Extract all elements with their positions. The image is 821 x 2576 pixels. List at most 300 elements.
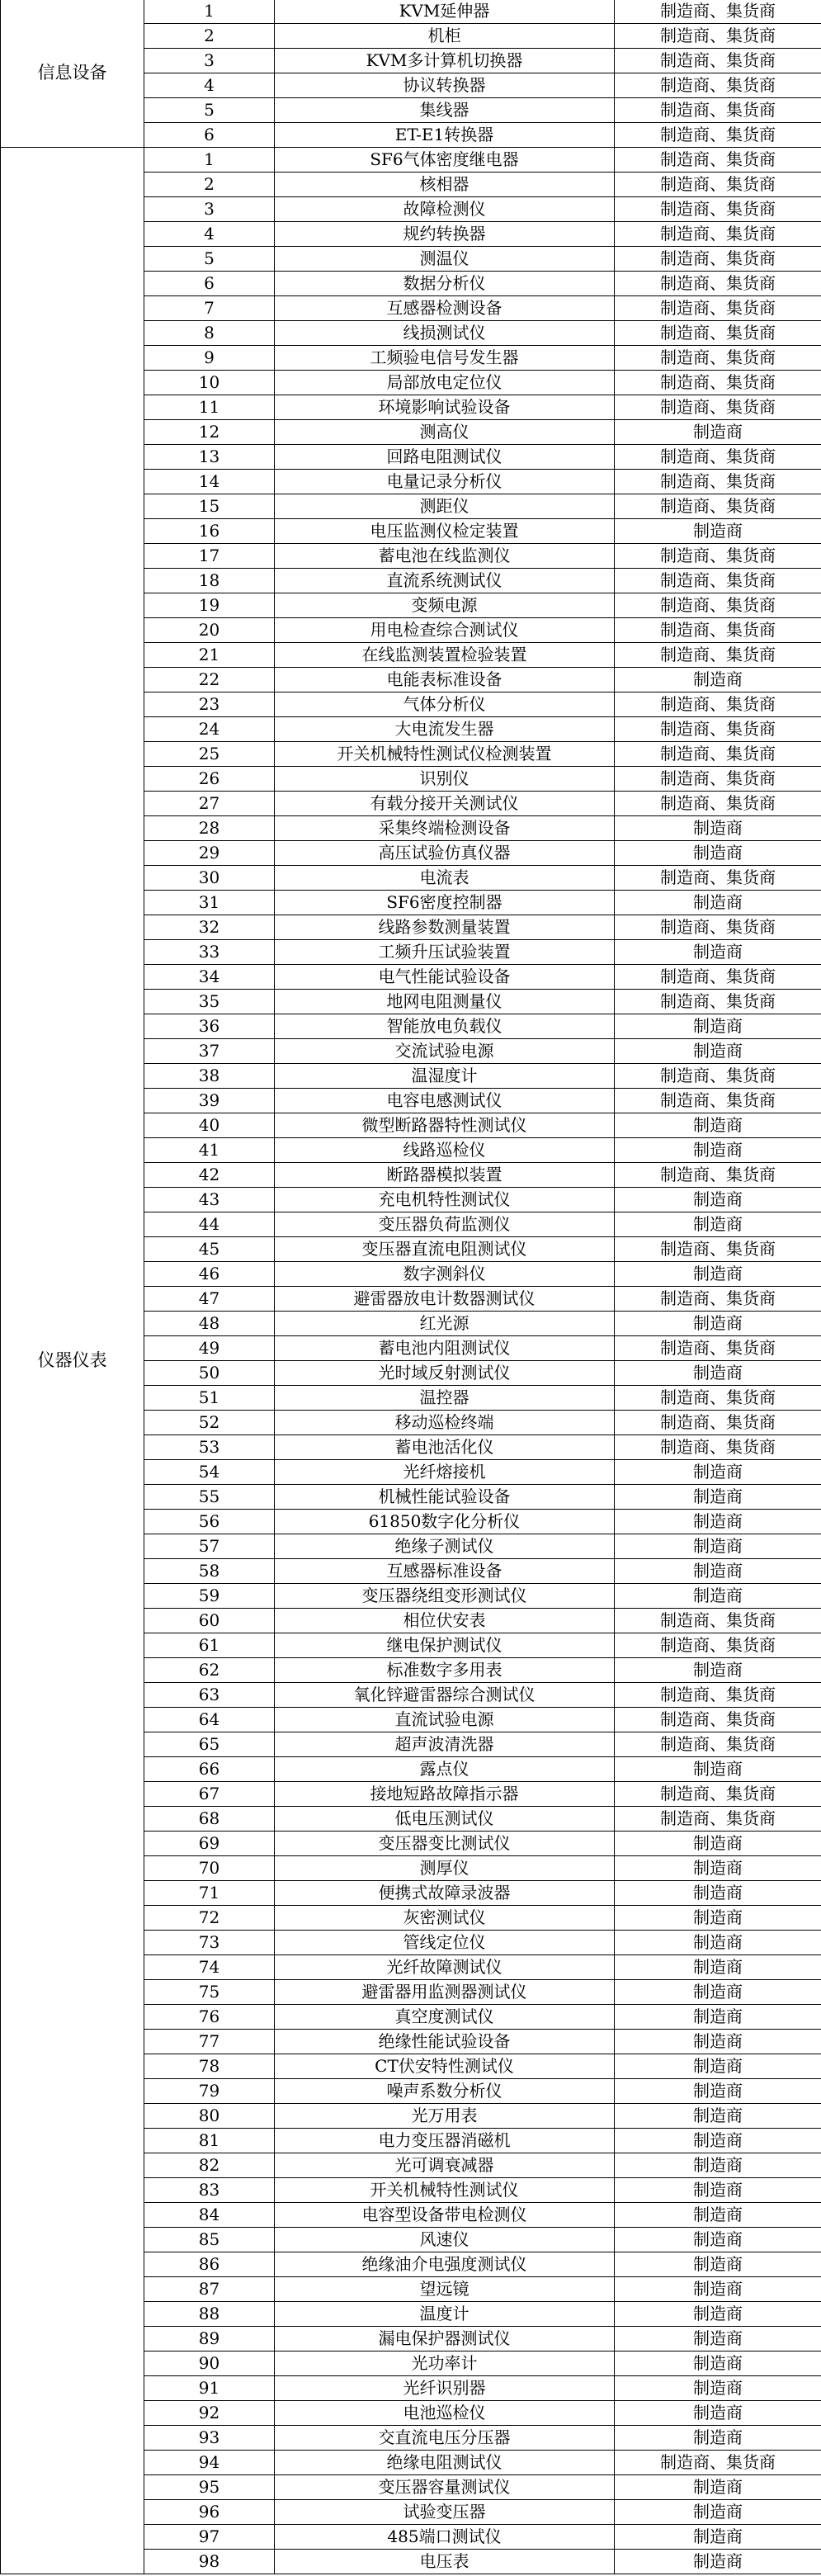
supplier-type-cell: 制造商、集货商 — [615, 1807, 821, 1832]
product-name-cell: 气体分析仪 — [275, 692, 615, 717]
supplier-type-cell: 制造商 — [615, 2351, 821, 2376]
supplier-type-cell: 制造商 — [615, 816, 821, 841]
product-name-cell: 电容型设备带电检测仪 — [275, 2203, 615, 2228]
supplier-type-cell: 制造商 — [615, 1534, 821, 1559]
index-cell: 96 — [144, 2500, 275, 2525]
product-name-cell: 光纤故障测试仪 — [275, 1955, 615, 1980]
index-cell: 7 — [144, 296, 275, 321]
index-cell: 52 — [144, 1411, 275, 1435]
product-name-cell: 直流试验电源 — [275, 1708, 615, 1732]
supplier-type-cell: 制造商 — [615, 1188, 821, 1212]
product-name-cell: 电容电感测试仪 — [275, 1089, 615, 1113]
table-row — [1, 0, 821, 24]
index-cell: 76 — [144, 2005, 275, 2030]
product-name-cell: 绝缘性能试验设备 — [275, 2030, 615, 2054]
supplier-type-cell: 制造商、集货商 — [615, 49, 821, 73]
product-name-cell: 望远镜 — [275, 2277, 615, 2302]
index-cell: 53 — [144, 1435, 275, 1460]
supplier-type-cell: 制造商、集货商 — [615, 866, 821, 891]
supplier-type-cell: 制造商 — [615, 1510, 821, 1534]
supplier-type-cell: 制造商、集货商 — [615, 1064, 821, 1089]
supplier-type-cell: 制造商、集货商 — [615, 148, 821, 173]
product-name-cell: 蓄电池活化仪 — [275, 1435, 615, 1460]
product-name-cell: 温度计 — [275, 2302, 615, 2327]
table-body — [1, 0, 821, 2574]
product-name-cell: SF6气体密度继电器 — [275, 148, 615, 173]
index-cell: 5 — [144, 98, 275, 123]
index-cell: 90 — [144, 2351, 275, 2376]
index-cell: 42 — [144, 1163, 275, 1188]
product-name-cell: 开关机械特性测试仪 — [275, 2178, 615, 2203]
product-name-cell: 露点仪 — [275, 1757, 615, 1782]
product-name-cell: 智能放电负载仪 — [275, 1014, 615, 1039]
supplier-type-cell: 制造商 — [615, 1138, 821, 1163]
index-cell: 84 — [144, 2203, 275, 2228]
supplier-type-cell: 制造商、集货商 — [615, 445, 821, 470]
supplier-type-cell: 制造商、集货商 — [615, 742, 821, 767]
index-cell: 24 — [144, 717, 275, 742]
supplier-type-cell: 制造商 — [615, 2252, 821, 2277]
product-name-cell: 漏电保护器测试仪 — [275, 2327, 615, 2351]
product-name-cell: 变压器负荷监测仪 — [275, 1212, 615, 1237]
index-cell: 22 — [144, 668, 275, 692]
product-name-cell: 避雷器放电计数器测试仪 — [275, 1287, 615, 1312]
product-name-cell: 测距仪 — [275, 494, 615, 519]
index-cell: 20 — [144, 618, 275, 643]
index-cell: 48 — [144, 1312, 275, 1336]
product-name-cell: 光纤识别器 — [275, 2376, 615, 2401]
supplier-type-cell: 制造商 — [615, 2030, 821, 2054]
index-cell: 60 — [144, 1609, 275, 1633]
supplier-type-cell: 制造商、集货商 — [615, 1633, 821, 1658]
product-name-cell: 灰密测试仪 — [275, 1906, 615, 1931]
index-cell: 55 — [144, 1485, 275, 1510]
product-name-cell: 开关机械特性测试仪检测装置 — [275, 742, 615, 767]
supplier-type-cell: 制造商、集货商 — [615, 1287, 821, 1312]
product-name-cell: 高压试验仿真仪器 — [275, 841, 615, 866]
product-name-cell: 有载分接开关测试仪 — [275, 792, 615, 816]
product-name-cell: KVM延伸器 — [275, 0, 615, 24]
index-cell: 11 — [144, 395, 275, 420]
product-name-cell: SF6密度控制器 — [275, 891, 615, 915]
supplier-type-cell: 制造商 — [615, 1559, 821, 1584]
product-name-cell: 蓄电池在线监测仪 — [275, 544, 615, 569]
supplier-type-cell: 制造商、集货商 — [615, 618, 821, 643]
supplier-type-cell: 制造商、集货商 — [615, 24, 821, 49]
supplier-type-cell: 制造商、集货商 — [615, 1683, 821, 1708]
supplier-type-cell: 制造商、集货商 — [615, 990, 821, 1014]
index-cell: 19 — [144, 593, 275, 618]
index-cell: 62 — [144, 1658, 275, 1683]
product-name-cell: 试验变压器 — [275, 2500, 615, 2525]
product-name-cell: 直流系统测试仪 — [275, 569, 615, 593]
supplier-type-cell: 制造商 — [615, 1658, 821, 1683]
supplier-type-cell: 制造商、集货商 — [615, 569, 821, 593]
supplier-type-cell: 制造商、集货商 — [615, 692, 821, 717]
supplier-type-cell: 制造商 — [615, 1262, 821, 1287]
product-name-cell: 环境影响试验设备 — [275, 395, 615, 420]
supplier-type-cell: 制造商、集货商 — [615, 593, 821, 618]
supplier-type-cell: 制造商 — [615, 2550, 821, 2574]
supplier-type-cell: 制造商 — [615, 1014, 821, 1039]
product-name-cell: 互感器标准设备 — [275, 1559, 615, 1584]
product-name-cell: 线路参数测量装置 — [275, 915, 615, 940]
supplier-type-cell: 制造商 — [615, 841, 821, 866]
supplier-type-cell: 制造商、集货商 — [615, 247, 821, 272]
index-cell: 16 — [144, 519, 275, 544]
product-name-cell: 温湿度计 — [275, 1064, 615, 1089]
product-name-cell: 光可调衰减器 — [275, 2153, 615, 2178]
supplier-type-cell: 制造商 — [615, 1584, 821, 1609]
index-cell: 81 — [144, 2129, 275, 2153]
index-cell: 31 — [144, 891, 275, 915]
index-cell: 50 — [144, 1361, 275, 1386]
index-cell: 37 — [144, 1039, 275, 1064]
product-name-cell: 61850数字化分析仪 — [275, 1510, 615, 1534]
supplier-type-cell: 制造商、集货商 — [615, 1336, 821, 1361]
product-name-cell: 氧化锌避雷器综合测试仪 — [275, 1683, 615, 1708]
product-name-cell: 真空度测试仪 — [275, 2005, 615, 2030]
product-name-cell: 接地短路故障指示器 — [275, 1782, 615, 1807]
product-name-cell: 风速仪 — [275, 2228, 615, 2252]
supplier-type-cell: 制造商、集货商 — [615, 173, 821, 197]
supplier-type-cell: 制造商、集货商 — [615, 1386, 821, 1411]
product-name-cell: 电压监测仪检定装置 — [275, 519, 615, 544]
product-name-cell: 识别仪 — [275, 767, 615, 792]
supplier-type-cell: 制造商 — [615, 420, 821, 445]
index-cell: 83 — [144, 2178, 275, 2203]
product-name-cell: 用电检查综合测试仪 — [275, 618, 615, 643]
index-cell: 35 — [144, 990, 275, 1014]
supplier-type-cell: 制造商、集货商 — [615, 1163, 821, 1188]
supplier-type-cell: 制造商 — [615, 2475, 821, 2500]
supplier-type-cell: 制造商 — [615, 1460, 821, 1485]
product-name-cell: 绝缘子测试仪 — [275, 1534, 615, 1559]
index-cell: 66 — [144, 1757, 275, 1782]
supplier-type-cell: 制造商 — [615, 2277, 821, 2302]
supplier-type-cell: 制造商 — [615, 2376, 821, 2401]
product-name-cell: 温控器 — [275, 1386, 615, 1411]
index-cell: 71 — [144, 1881, 275, 1906]
supplier-type-cell: 制造商、集货商 — [615, 98, 821, 123]
index-cell: 6 — [144, 123, 275, 148]
product-name-cell: CT伏安特性测试仪 — [275, 2054, 615, 2079]
product-name-cell: 规约转换器 — [275, 222, 615, 247]
supplier-type-cell: 制造商、集货商 — [615, 2451, 821, 2475]
index-cell: 75 — [144, 1980, 275, 2005]
index-cell: 98 — [144, 2550, 275, 2574]
supplier-type-cell: 制造商、集货商 — [615, 1435, 821, 1460]
product-name-cell: 485端口测试仪 — [275, 2525, 615, 2550]
index-cell: 4 — [144, 73, 275, 98]
supplier-type-cell: 制造商、集货商 — [615, 470, 821, 494]
supplier-type-cell: 制造商、集货商 — [615, 1089, 821, 1113]
supplier-type-cell: 制造商、集货商 — [615, 321, 821, 346]
supplier-type-cell: 制造商 — [615, 2104, 821, 2129]
supplier-type-cell: 制造商、集货商 — [615, 767, 821, 792]
product-name-cell: 光万用表 — [275, 2104, 615, 2129]
index-cell: 13 — [144, 445, 275, 470]
product-name-cell: 蓄电池内阻测试仪 — [275, 1336, 615, 1361]
index-cell: 2 — [144, 173, 275, 197]
product-name-cell: 光功率计 — [275, 2351, 615, 2376]
supplier-type-cell: 制造商 — [615, 519, 821, 544]
index-cell: 4 — [144, 222, 275, 247]
product-name-cell: 地网电阻测量仪 — [275, 990, 615, 1014]
index-cell: 67 — [144, 1782, 275, 1807]
index-cell: 80 — [144, 2104, 275, 2129]
supplier-type-cell: 制造商 — [615, 1980, 821, 2005]
index-cell: 21 — [144, 643, 275, 668]
supplier-type-cell: 制造商、集货商 — [615, 222, 821, 247]
product-name-cell: 绝缘油介电强度测试仪 — [275, 2252, 615, 2277]
index-cell: 41 — [144, 1138, 275, 1163]
index-cell: 68 — [144, 1807, 275, 1832]
index-cell: 61 — [144, 1633, 275, 1658]
index-cell: 34 — [144, 965, 275, 990]
supplier-type-cell: 制造商 — [615, 2129, 821, 2153]
product-name-cell: 线路巡检仪 — [275, 1138, 615, 1163]
supplier-type-cell: 制造商、集货商 — [615, 915, 821, 940]
supplier-type-cell: 制造商、集货商 — [615, 346, 821, 371]
product-name-cell: 超声波清洗器 — [275, 1732, 615, 1757]
product-name-cell: 管线定位仪 — [275, 1931, 615, 1955]
index-cell: 26 — [144, 767, 275, 792]
product-name-cell: 交直流电压分压器 — [275, 2426, 615, 2451]
supplier-type-cell: 制造商 — [615, 1485, 821, 1510]
supplier-type-cell: 制造商、集货商 — [615, 371, 821, 395]
product-name-cell: 光纤熔接机 — [275, 1460, 615, 1485]
product-name-cell: 采集终端检测设备 — [275, 816, 615, 841]
supplier-type-cell: 制造商、集货商 — [615, 494, 821, 519]
supplier-type-cell: 制造商、集货商 — [615, 544, 821, 569]
supplier-type-cell: 制造商 — [615, 2054, 821, 2079]
supplier-type-cell: 制造商 — [615, 1906, 821, 1931]
product-name-cell: 变频电源 — [275, 593, 615, 618]
product-name-cell: 电量记录分析仪 — [275, 470, 615, 494]
supplier-type-cell: 制造商、集货商 — [615, 1732, 821, 1757]
product-name-cell: 测温仪 — [275, 247, 615, 272]
product-name-cell: 电力变压器消磁机 — [275, 2129, 615, 2153]
index-cell: 23 — [144, 692, 275, 717]
index-cell: 9 — [144, 346, 275, 371]
index-cell: 43 — [144, 1188, 275, 1212]
supplier-type-cell: 制造商 — [615, 2153, 821, 2178]
index-cell: 88 — [144, 2302, 275, 2327]
index-cell: 65 — [144, 1732, 275, 1757]
product-name-cell: 变压器直流电阻测试仪 — [275, 1237, 615, 1262]
product-name-cell: 集线器 — [275, 98, 615, 123]
supplier-type-cell: 制造商 — [615, 2327, 821, 2351]
supplier-type-cell: 制造商 — [615, 940, 821, 965]
product-name-cell: 交流试验电源 — [275, 1039, 615, 1064]
supplier-type-cell: 制造商 — [615, 2203, 821, 2228]
index-cell: 86 — [144, 2252, 275, 2277]
product-name-cell: 工频验电信号发生器 — [275, 346, 615, 371]
supplier-type-cell: 制造商 — [615, 1361, 821, 1386]
product-name-cell: 电池巡检仪 — [275, 2401, 615, 2426]
index-cell: 32 — [144, 915, 275, 940]
product-name-cell: 电能表标准设备 — [275, 668, 615, 692]
index-cell: 82 — [144, 2153, 275, 2178]
product-name-cell: 变压器变比测试仪 — [275, 1832, 615, 1856]
supplier-type-cell: 制造商 — [615, 2005, 821, 2030]
supplier-type-cell: 制造商 — [615, 1955, 821, 1980]
product-name-cell: 互感器检测设备 — [275, 296, 615, 321]
product-name-cell: 核相器 — [275, 173, 615, 197]
index-cell: 47 — [144, 1287, 275, 1312]
product-name-cell: 断路器模拟装置 — [275, 1163, 615, 1188]
product-name-cell: 变压器绕组变形测试仪 — [275, 1584, 615, 1609]
index-cell: 54 — [144, 1460, 275, 1485]
product-name-cell: 光时域反射测试仪 — [275, 1361, 615, 1386]
index-cell: 85 — [144, 2228, 275, 2252]
supplier-type-cell: 制造商 — [615, 2500, 821, 2525]
supplier-type-cell: 制造商、集货商 — [615, 197, 821, 222]
index-cell: 39 — [144, 1089, 275, 1113]
index-cell: 15 — [144, 494, 275, 519]
index-cell: 12 — [144, 420, 275, 445]
product-name-cell: 局部放电定位仪 — [275, 371, 615, 395]
index-cell: 8 — [144, 321, 275, 346]
index-cell: 73 — [144, 1931, 275, 1955]
supplier-type-cell: 制造商 — [615, 1881, 821, 1906]
index-cell: 40 — [144, 1113, 275, 1138]
supplier-type-cell: 制造商、集货商 — [615, 1708, 821, 1732]
supplier-type-cell: 制造商 — [615, 2178, 821, 2203]
product-name-cell: 工频升压试验装置 — [275, 940, 615, 965]
index-cell: 69 — [144, 1832, 275, 1856]
index-cell: 14 — [144, 470, 275, 494]
index-cell: 6 — [144, 272, 275, 296]
index-cell: 72 — [144, 1906, 275, 1931]
product-name-cell: 微型断路器特性测试仪 — [275, 1113, 615, 1138]
product-name-cell: 移动巡检终端 — [275, 1411, 615, 1435]
index-cell: 95 — [144, 2475, 275, 2500]
index-cell: 93 — [144, 2426, 275, 2451]
supplier-type-cell: 制造商、集货商 — [615, 965, 821, 990]
index-cell: 38 — [144, 1064, 275, 1089]
index-cell: 91 — [144, 2376, 275, 2401]
supplier-type-cell: 制造商 — [615, 2426, 821, 2451]
product-name-cell: 避雷器用监测器测试仪 — [275, 1980, 615, 2005]
product-name-cell: 变压器容量测试仪 — [275, 2475, 615, 2500]
index-cell: 25 — [144, 742, 275, 767]
index-cell: 58 — [144, 1559, 275, 1584]
supplier-type-cell: 制造商 — [615, 1931, 821, 1955]
index-cell: 3 — [144, 197, 275, 222]
index-cell: 5 — [144, 247, 275, 272]
index-cell: 27 — [144, 792, 275, 816]
index-cell: 29 — [144, 841, 275, 866]
product-name-cell: 大电流发生器 — [275, 717, 615, 742]
product-name-cell: 相位伏安表 — [275, 1609, 615, 1633]
supplier-type-cell: 制造商、集货商 — [615, 717, 821, 742]
supplier-type-cell: 制造商、集货商 — [615, 0, 821, 24]
index-cell: 45 — [144, 1237, 275, 1262]
product-name-cell: 电流表 — [275, 866, 615, 891]
index-cell: 78 — [144, 2054, 275, 2079]
index-cell: 51 — [144, 1386, 275, 1411]
product-name-cell: 数字测斜仪 — [275, 1262, 615, 1287]
product-name-cell: 便携式故障录波器 — [275, 1881, 615, 1906]
index-cell: 70 — [144, 1856, 275, 1881]
product-name-cell: KVM多计算机切换器 — [275, 49, 615, 73]
supplier-type-cell: 制造商、集货商 — [615, 792, 821, 816]
index-cell: 1 — [144, 0, 275, 24]
supplier-type-cell: 制造商、集货商 — [615, 1782, 821, 1807]
product-name-cell: ET-E1转换器 — [275, 123, 615, 148]
product-name-cell: 线损测试仪 — [275, 321, 615, 346]
supplier-type-cell: 制造商 — [615, 1039, 821, 1064]
supplier-type-cell: 制造商 — [615, 1312, 821, 1336]
supplier-type-cell: 制造商 — [615, 668, 821, 692]
product-name-cell: 噪声系数分析仪 — [275, 2079, 615, 2104]
index-cell: 44 — [144, 1212, 275, 1237]
index-cell: 87 — [144, 2277, 275, 2302]
supplier-type-cell: 制造商、集货商 — [615, 1237, 821, 1262]
index-cell: 89 — [144, 2327, 275, 2351]
supplier-type-cell: 制造商、集货商 — [615, 1609, 821, 1633]
product-name-cell: 低电压测试仪 — [275, 1807, 615, 1832]
index-cell: 79 — [144, 2079, 275, 2104]
product-name-cell: 充电机特性测试仪 — [275, 1188, 615, 1212]
supplier-type-cell: 制造商、集货商 — [615, 296, 821, 321]
index-cell: 30 — [144, 866, 275, 891]
product-name-cell: 在线监测装置检验装置 — [275, 643, 615, 668]
index-cell: 28 — [144, 816, 275, 841]
index-cell: 64 — [144, 1708, 275, 1732]
category-cell: 信息设备 — [1, 0, 144, 148]
product-name-cell: 标准数字多用表 — [275, 1658, 615, 1683]
index-cell: 36 — [144, 1014, 275, 1039]
product-name-cell: 故障检测仪 — [275, 197, 615, 222]
index-cell: 92 — [144, 2401, 275, 2426]
index-cell: 63 — [144, 1683, 275, 1708]
supplier-type-cell: 制造商 — [615, 1856, 821, 1881]
index-cell: 74 — [144, 1955, 275, 1980]
supplier-type-cell: 制造商 — [615, 2401, 821, 2426]
index-cell: 57 — [144, 1534, 275, 1559]
index-cell: 1 — [144, 148, 275, 173]
supplier-type-cell: 制造商 — [615, 891, 821, 915]
product-name-cell: 电压表 — [275, 2550, 615, 2574]
product-name-cell: 机械性能试验设备 — [275, 1485, 615, 1510]
product-name-cell: 红光源 — [275, 1312, 615, 1336]
supplier-type-cell: 制造商 — [615, 1757, 821, 1782]
index-cell: 94 — [144, 2451, 275, 2475]
supplier-type-cell: 制造商 — [615, 1832, 821, 1856]
product-name-cell: 电气性能试验设备 — [275, 965, 615, 990]
supplier-type-cell: 制造商 — [615, 2228, 821, 2252]
product-name-cell: 协议转换器 — [275, 73, 615, 98]
product-name-cell: 回路电阻测试仪 — [275, 445, 615, 470]
index-cell: 3 — [144, 49, 275, 73]
product-name-cell: 测高仪 — [275, 420, 615, 445]
supplier-type-cell: 制造商、集货商 — [615, 643, 821, 668]
supplier-type-cell: 制造商、集货商 — [615, 123, 821, 148]
product-name-cell: 数据分析仪 — [275, 272, 615, 296]
product-name-cell: 绝缘电阻测试仪 — [275, 2451, 615, 2475]
index-cell: 10 — [144, 371, 275, 395]
supplier-type-cell: 制造商 — [615, 1113, 821, 1138]
supplier-type-cell: 制造商、集货商 — [615, 73, 821, 98]
supplier-type-cell: 制造商 — [615, 2302, 821, 2327]
table-row — [1, 148, 821, 173]
index-cell: 17 — [144, 544, 275, 569]
category-cell: 仪器仪表 — [1, 148, 144, 2574]
supplier-type-cell: 制造商 — [615, 2079, 821, 2104]
